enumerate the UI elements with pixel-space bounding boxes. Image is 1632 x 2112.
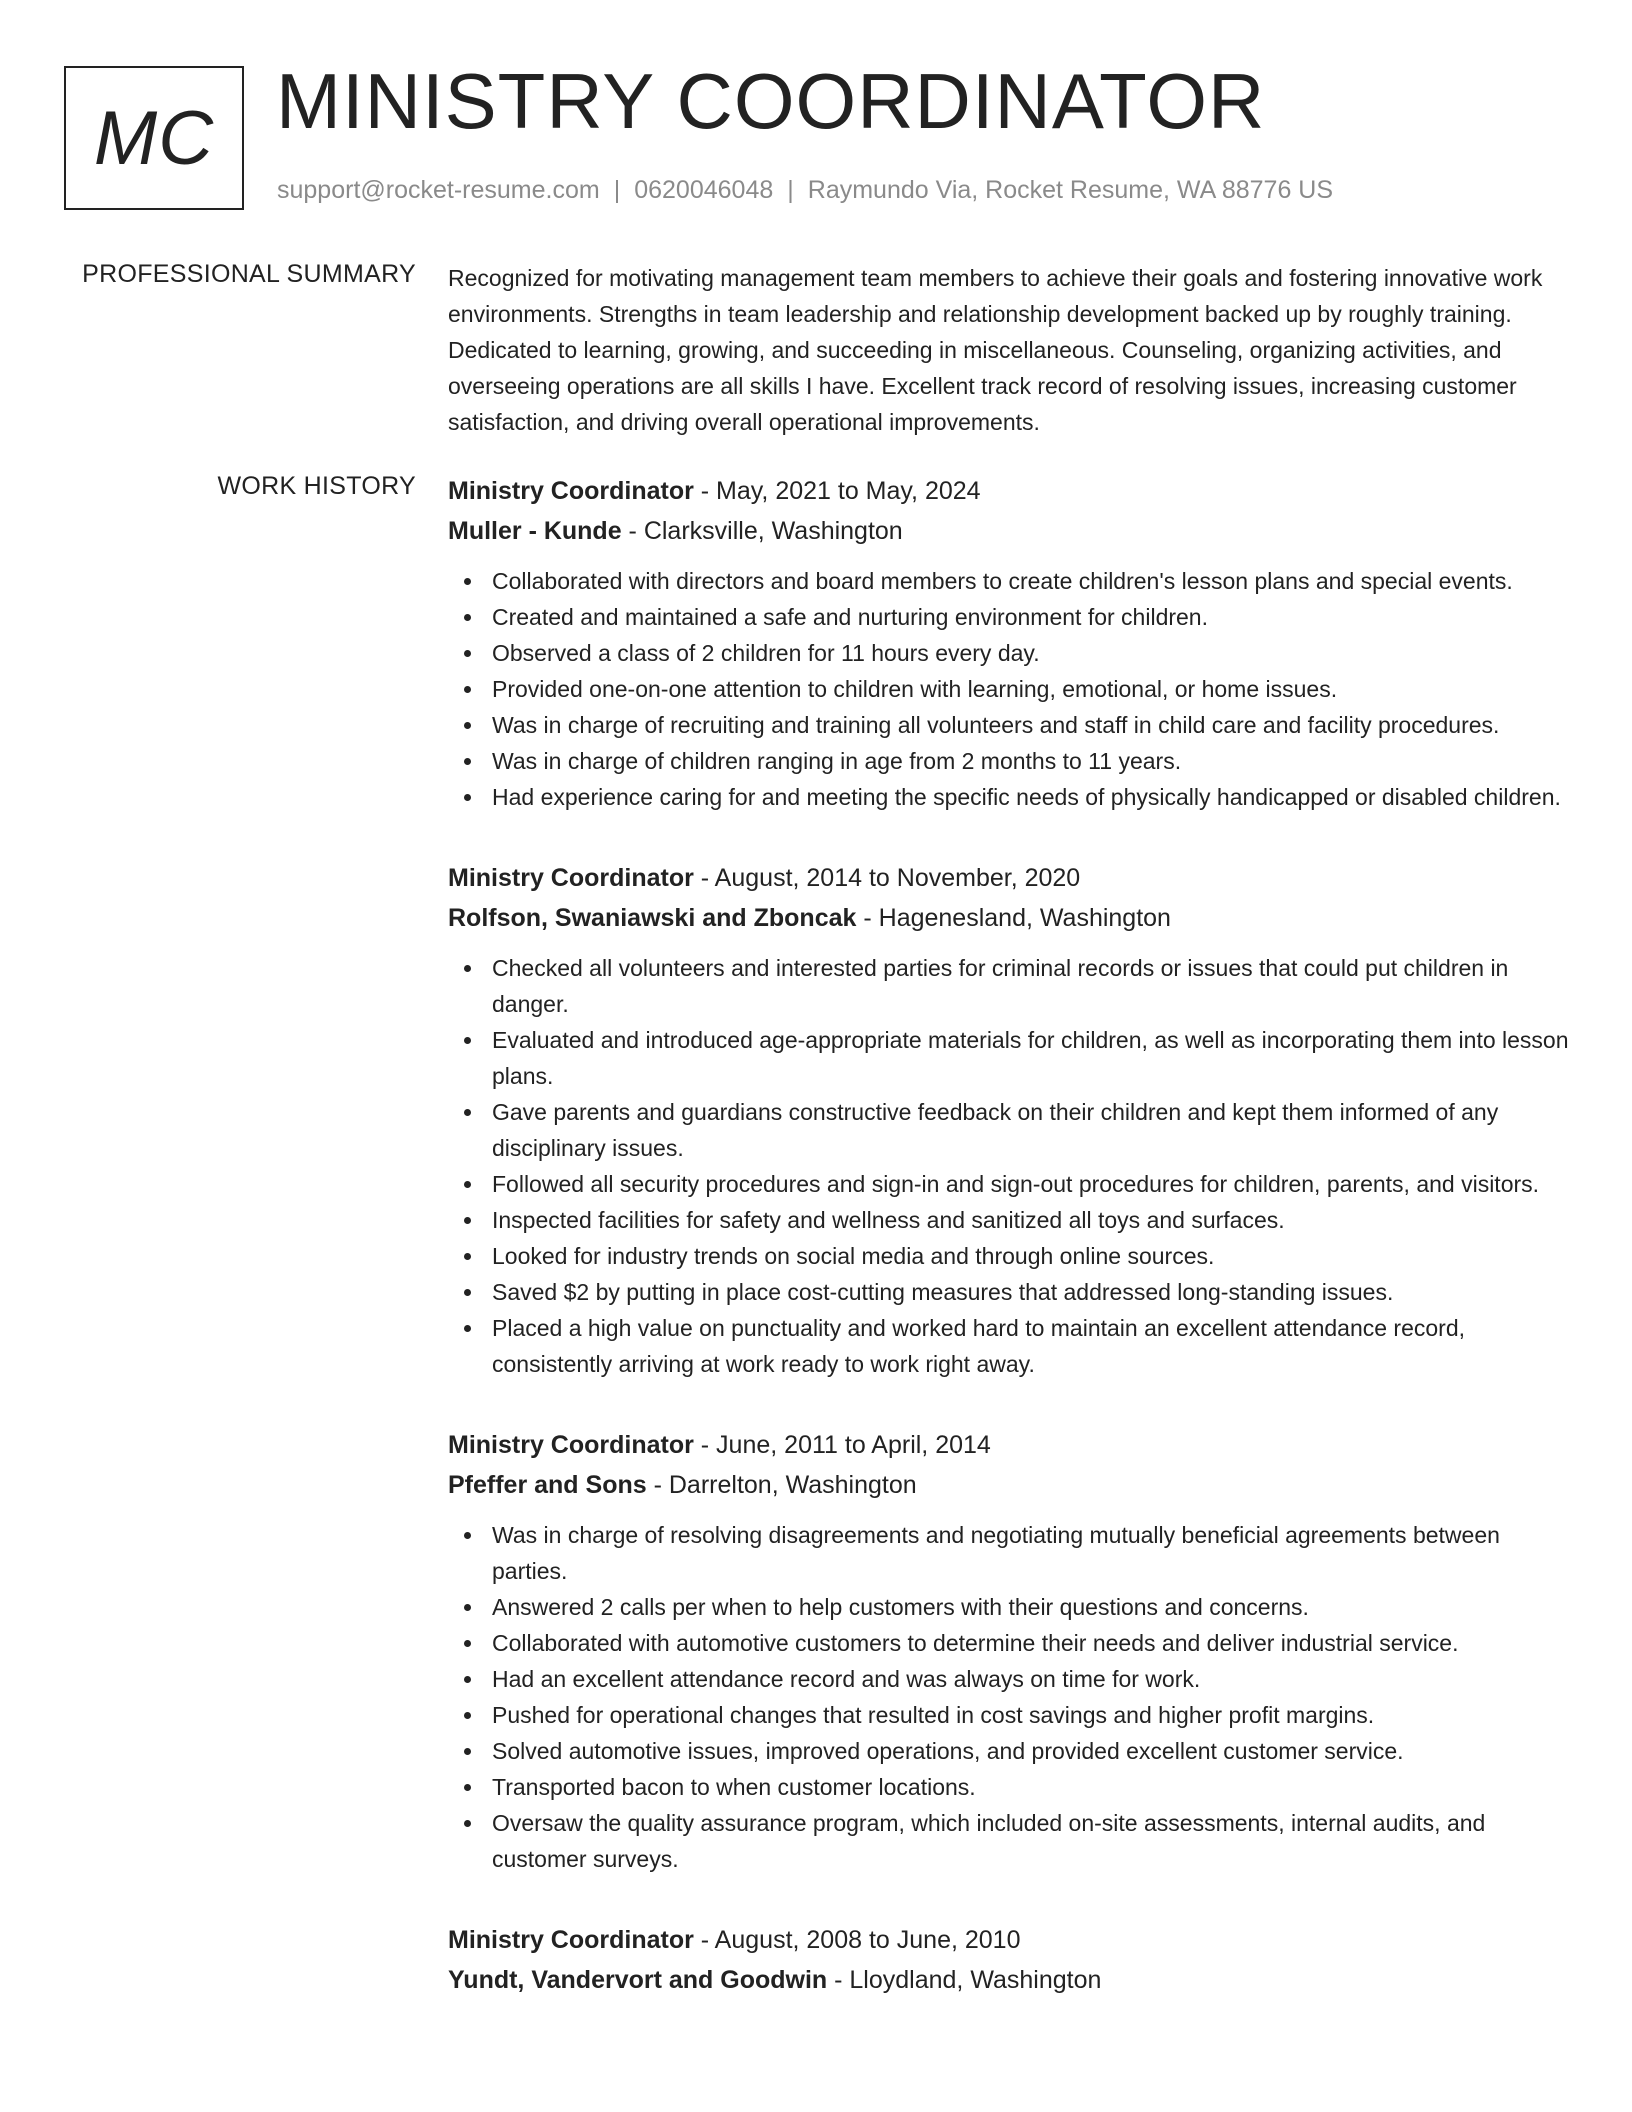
work-history-heading: WORK HISTORY [217, 472, 416, 500]
bullet-item: Collaborated with directors and board members to create children's lesson plans and special events. [448, 563, 1570, 599]
job-bullets [448, 950, 1570, 1382]
bullet-item: Followed all security procedures and sign-in and sign-out procedures for children, parents, and visitors. [448, 1166, 1570, 1202]
job-dates: - June, 2011 to April, 2014 [693, 1431, 991, 1459]
job-company-line [448, 1465, 1570, 1505]
bullet-item: Evaluated and introduced age-appropriate materials for children, as well as incorporating them into lesson plans. [448, 1022, 1570, 1094]
summary-text: Recognized for motivating management team members to achieve their goals and fostering innovative work environments. Strengths in team leadership and relationship development backed up by roughly training. Dedicated to learning, growing, and succeeding in miscellaneous. Counseling, organizing activities, and overseeing operations are all skills I have. Excellent track record of resolving issues, increasing customer satisfaction, and driving overall operational improvements. [448, 265, 1543, 435]
job-title-line [448, 471, 1570, 511]
bullet-item: Saved $2 by putting in place cost-cutting measures that addressed long-standing issues. [448, 1274, 1570, 1310]
job-location: - Darrelton, Washington [646, 1471, 917, 1499]
job-title-line [448, 1920, 1570, 1960]
job-company: Rolfson, Swaniawski and Zboncak [448, 904, 857, 932]
work-history-list [448, 471, 1570, 2043]
contact-separator: | [787, 176, 794, 204]
job-location: - Hagenesland, Washington [856, 904, 1171, 932]
job-bullets [448, 1517, 1570, 1877]
bullet-item: Answered 2 calls per when to help customers with their questions and concerns. [448, 1589, 1570, 1625]
job-company: Pfeffer and Sons [448, 1471, 647, 1499]
bullet-item: Inspected facilities for safety and wellness and sanitized all toys and surfaces. [448, 1202, 1570, 1238]
bullet-item: Pushed for operational changes that resulted in cost savings and higher profit margins. [448, 1697, 1570, 1733]
monogram-logo: MC [64, 66, 244, 210]
bullet-item: Transported bacon to when customer locations. [448, 1769, 1570, 1805]
job-dates: - August, 2014 to November, 2020 [693, 864, 1081, 892]
job-dates: - May, 2021 to May, 2024 [693, 477, 981, 505]
job-dates: - August, 2008 to June, 2010 [693, 1926, 1021, 1954]
bullet-item: Looked for industry trends on social media and through online sources. [448, 1238, 1570, 1274]
job-company-line [448, 898, 1570, 938]
summary-heading: PROFESSIONAL SUMMARY [82, 260, 416, 288]
bullet-item: Gave parents and guardians constructive feedback on their children and kept them informed of any disciplinary issues. [448, 1094, 1570, 1166]
job-company: Muller - Kunde [448, 517, 622, 545]
bullet-item: Solved automotive issues, improved operations, and provided excellent customer service. [448, 1733, 1570, 1769]
bullet-item: Had an excellent attendance record and was always on time for work. [448, 1661, 1570, 1697]
job-entry [448, 858, 1570, 1382]
bullet-item: Had experience caring for and meeting the specific needs of physically handicapped or disabled children. [448, 779, 1570, 815]
bullet-item: Created and maintained a safe and nurturing environment for children. [448, 599, 1570, 635]
job-title: Ministry Coordinator [448, 477, 694, 505]
job-location: - Clarksville, Washington [621, 517, 903, 545]
job-company-line [448, 1960, 1570, 2000]
job-title-line [448, 858, 1570, 898]
bullet-item: Was in charge of resolving disagreements and negotiating mutually beneficial agreements between parties. [448, 1517, 1570, 1589]
job-title: Ministry Coordinator [448, 1431, 694, 1459]
job-title: Ministry Coordinator [448, 1926, 694, 1954]
job-company: Yundt, Vandervort and Goodwin [448, 1966, 828, 1994]
job-entry [448, 1920, 1570, 2000]
job-title: Ministry Coordinator [448, 864, 694, 892]
bullet-item: Was in charge of recruiting and training all volunteers and staff in child care and facility procedures. [448, 707, 1570, 743]
job-location: - Lloydland, Washington [827, 1966, 1102, 1994]
job-entry [448, 471, 1570, 815]
job-company-line [448, 511, 1570, 551]
contact-separator: | [613, 176, 621, 204]
job-entry [448, 1425, 1570, 1877]
bullet-item: Provided one-on-one attention to children with learning, emotional, or home issues. [448, 671, 1570, 707]
bullet-item: Checked all volunteers and interested parties for criminal records or issues that could put children in danger. [448, 950, 1570, 1022]
contact-address: Raymundo Via, Rocket Resume, WA 88776 US [807, 176, 1334, 204]
contact-phone[interactable]: 0620046048 [634, 176, 774, 204]
bullet-item: Oversaw the quality assurance program, which included on-site assessments, internal audits, and customer surveys. [448, 1805, 1570, 1877]
contact-email[interactable]: support@rocket-resume.com [277, 176, 600, 204]
page-title: MINISTRY COORDINATOR [276, 57, 1266, 145]
job-bullets [448, 563, 1570, 815]
job-title-line [448, 1425, 1570, 1465]
bullet-item: Placed a high value on punctuality and worked hard to maintain an excellent attendance record, consistently arriving at work ready to work right away. [448, 1310, 1570, 1382]
bullet-item: Collaborated with automotive customers to determine their needs and deliver industrial service. [448, 1625, 1570, 1661]
contact-line [277, 176, 1333, 205]
bullet-item: Was in charge of children ranging in age from 2 months to 11 years. [448, 743, 1570, 779]
bullet-item: Observed a class of 2 children for 11 hours every day. [448, 635, 1570, 671]
